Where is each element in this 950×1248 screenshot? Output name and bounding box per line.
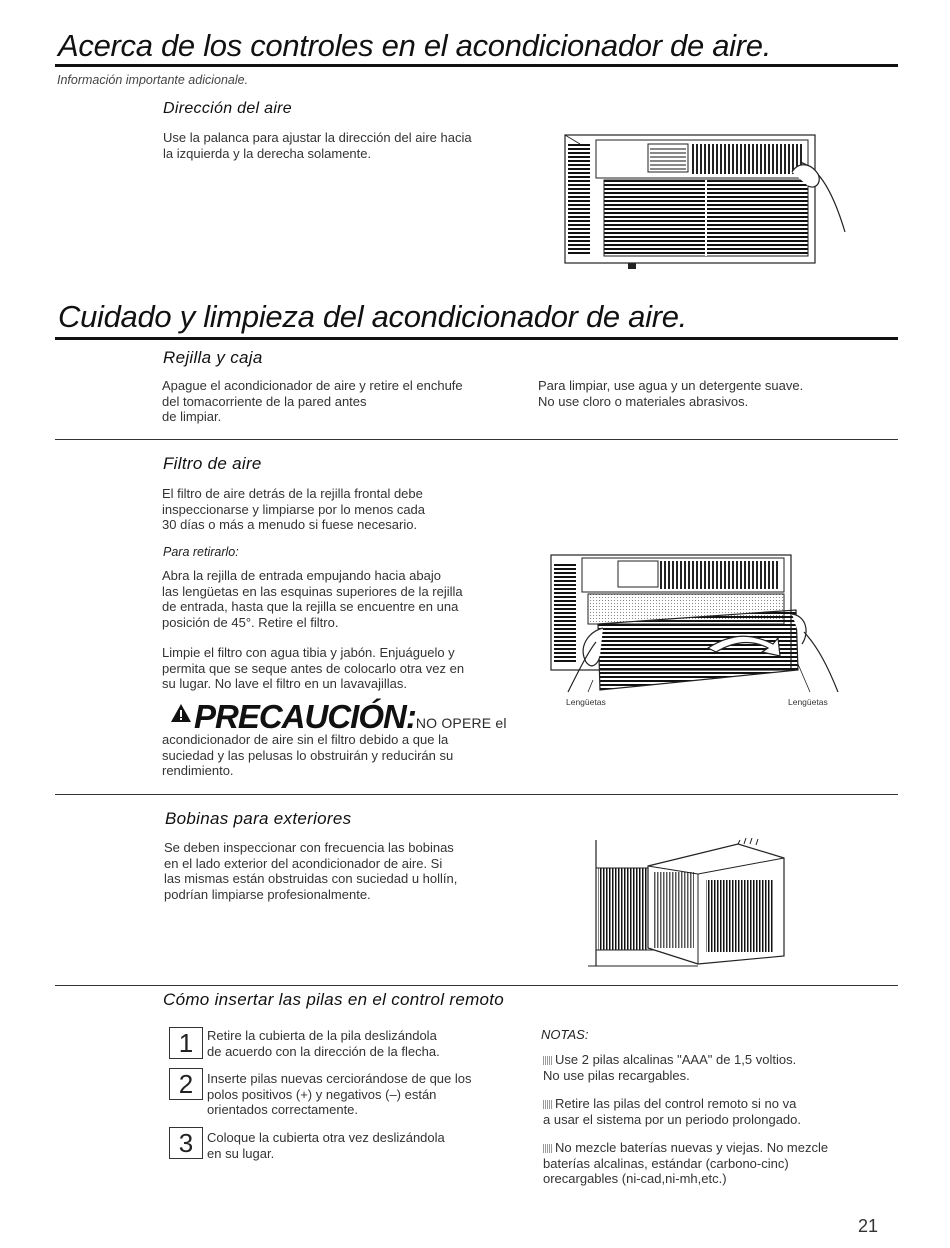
step-3-text: Coloque la cubierta otra vez deslizándola en su lugar. [207,1130,445,1161]
filter-text2: Abra la rejilla de entrada empujando hacia abajo las lengüetas en las esquinas superiores de la rejilla de entrada, hasta que la rejilla se encuentre en una posición de 45°. Retire el filtro. [162,568,463,630]
notes-title: NOTAS: [541,1027,589,1042]
grille-text-right: Para limpiar, use agua y un detergente suave. No use cloro o materiales abrasivos. [538,378,804,409]
divider [55,439,898,440]
section1-subtitle: Información importante adicionale. [57,73,249,87]
caution-word: PRECAUCIÓN: [194,698,416,735]
filter-remove-label: Para retirarlo: [163,545,239,559]
caution-lead: NO OPERE el [415,715,507,731]
batteries-heading: Cómo insertar las pilas en el control remoto [163,990,505,1009]
tab-label-right: Lengüetas [788,697,828,707]
step-1-number: 1 [169,1027,203,1059]
step-1-text: Retire la cubierta de la pila deslizándola de acuerdo con la dirección de la flecha. [207,1028,440,1059]
tab-label-left: Lengüetas [566,697,606,707]
warning-icon [170,703,192,723]
divider [55,794,898,795]
air-direction-text: Use la palanca para ajustar la dirección del aire hacia la izquierda y la derecha solamente. [163,130,472,161]
caution-line [194,698,507,736]
divider [55,985,898,986]
section1-title: Acerca de los controles en el acondicionador de aire. [58,28,772,63]
grille-heading: Rejilla y caja [163,348,263,367]
bullet-icon [543,1100,552,1109]
bullet-icon [543,1144,552,1153]
coils-text: Se deben inspeccionar con frecuencia las bobinas en el lado exterior del acondicionador de aire. Si las mismas están obstruidas con suciedad u hollín, podrían limpiarse profesionalmente. [164,840,458,902]
section2-rule [55,337,898,340]
step-2-text: Inserte pilas nuevas cerciorándose de que los polos positivos (+) y negativos (–) están orientados correctamente. [207,1071,472,1117]
page-number: 21 [858,1216,879,1236]
section2-title: Cuidado y limpieza del acondicionador de aire. [58,299,687,334]
caution-text: acondicionador de aire sin el filtro debido a que la suciedad y las pelusas lo obstruirán y reducirán su rendimiento. [162,732,454,778]
air-direction-heading: Dirección del aire [163,100,293,117]
note-3: No mezcle baterías nuevas y viejas. No mezcle baterías alcalinas, estándar (carbono-cinc) orecargables (ni-cad,ni-mh,etc.) [543,1140,829,1186]
step-2-number: 2 [169,1068,203,1100]
bullet-icon [543,1056,552,1065]
grille-text-left: Apague el acondicionador de aire y retire el enchufe del tomacorriente de la pared antes de limpiar. [162,378,463,424]
note-1: Use 2 pilas alcalinas "AAA" de 1,5 voltios. No use pilas recargables. [543,1052,797,1083]
filter-text3: Limpie el filtro con agua tibia y jabón. Enjuáguelo y permita que se seque antes de colocarlo otra vez en su lugar. No lave el filtro en un lavavajillas. [162,645,465,691]
outdoor-coils-illustration [588,838,788,970]
ac-unit-illustration [560,132,860,272]
filter-text1: El filtro de aire detrás de la rejilla frontal debe inspeccionarse y limpiarse por lo menos cada 30 días o más a menudo si fuese necesario. [162,486,426,532]
section1-rule [55,64,898,67]
coils-heading: Bobinas para exteriores [165,809,352,828]
note-2: Retire las pilas del control remoto si no va a usar el sistema por un periodo prolongado. [543,1096,801,1127]
step-3-number: 3 [169,1127,203,1159]
filter-removal-illustration [548,552,848,697]
filter-heading: Filtro de aire [163,454,262,473]
